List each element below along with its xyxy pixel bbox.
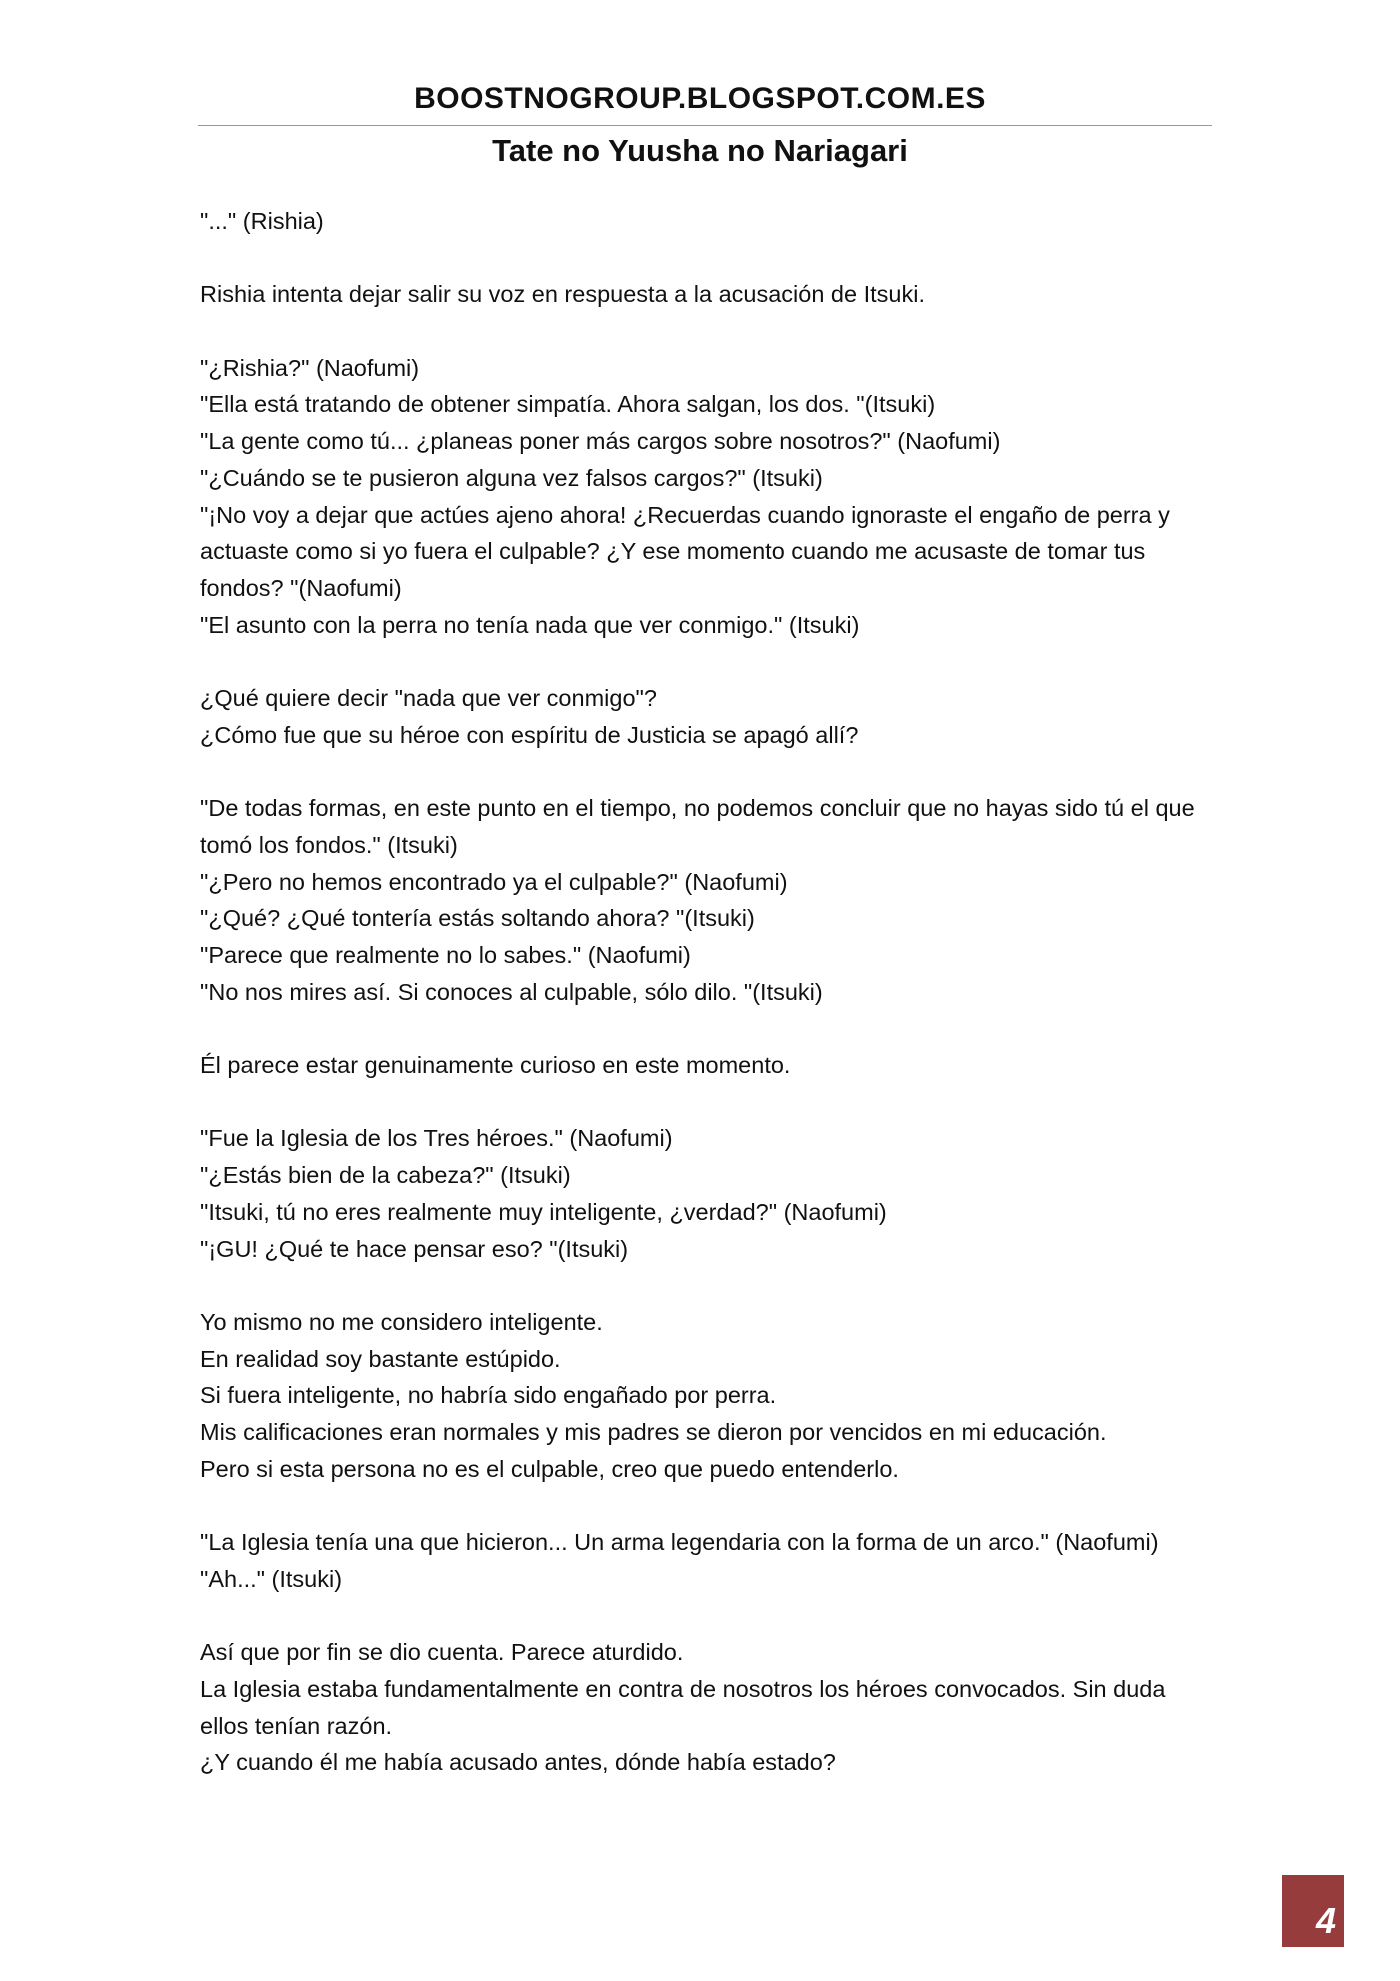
text-line: "¿Estás bien de la cabeza?" (Itsuki) bbox=[200, 1162, 571, 1189]
text-line: ¿Cómo fue que su héroe con espíritu de Justicia se apagó allí? bbox=[200, 721, 859, 748]
text-line: Él parece estar genuinamente curioso en este momento. bbox=[200, 1052, 791, 1079]
text-line: Mis calificaciones eran normales y mis padres se dieron por vencidos en mi educación. bbox=[200, 1419, 1107, 1446]
header-divider bbox=[198, 125, 1212, 126]
text-line: "El asunto con la perra no tenía nada que ver conmigo." (Itsuki) bbox=[200, 611, 860, 638]
site-title: BOOSTNOGROUP.BLOGSPOT.COM.ES bbox=[414, 82, 986, 115]
paragraph bbox=[200, 1304, 1200, 1488]
text-line: "Fue la Iglesia de los Tres héroes." (Naofumi) bbox=[200, 1125, 673, 1152]
text-line: En realidad soy bastante estúpido. bbox=[200, 1345, 561, 1372]
paragraph bbox=[200, 1634, 1200, 1781]
paragraph bbox=[200, 203, 1200, 240]
text-line: "Ella está tratando de obtener simpatía. Ahora salgan, los dos. "(Itsuki) bbox=[200, 391, 936, 418]
paragraph bbox=[200, 1120, 1200, 1267]
page-header bbox=[0, 80, 1400, 118]
paragraph bbox=[200, 1524, 1200, 1597]
text-line: Así que por fin se dio cuenta. Parece aturdido. bbox=[200, 1639, 684, 1666]
text-line: Yo mismo no me considero inteligente. bbox=[200, 1308, 603, 1335]
text-line: "¿Qué? ¿Qué tontería estás soltando ahora? "(Itsuki) bbox=[200, 905, 755, 932]
text-line: "¡GU! ¿Qué te hace pensar eso? "(Itsuki) bbox=[200, 1235, 629, 1262]
text-line: ¿Qué quiere decir "nada que ver conmigo"? bbox=[200, 685, 657, 712]
text-line: Si fuera inteligente, no habría sido engañado por perra. bbox=[200, 1382, 777, 1409]
text-line: "Itsuki, tú no eres realmente muy inteligente, ¿verdad?" (Naofumi) bbox=[200, 1198, 887, 1225]
text-line: Rishia intenta dejar salir su voz en respuesta a la acusación de Itsuki. bbox=[200, 281, 925, 308]
text-line: La Iglesia estaba fundamentalmente en contra de nosotros los héroes convocados. Sin duda ellos tenían razón. bbox=[200, 1675, 1166, 1739]
text-line: "¿Pero no hemos encontrado ya el culpable?" (Naofumi) bbox=[200, 868, 788, 895]
page-number: 4 bbox=[1315, 1900, 1336, 1941]
text-line: "Parece que realmente no lo sabes." (Naofumi) bbox=[200, 942, 691, 968]
paragraph bbox=[200, 350, 1200, 644]
text-line: "..." (Rishia) bbox=[200, 208, 324, 234]
document-body bbox=[200, 203, 1200, 1818]
text-line: "No nos mires así. Si conoces al culpable, sólo dilo. "(Itsuki) bbox=[200, 978, 823, 1005]
text-line: "¿Rishia?" (Naofumi) bbox=[200, 354, 420, 381]
work-title: Tate no Yuusha no Nariagari bbox=[492, 133, 908, 168]
paragraph bbox=[200, 680, 1200, 753]
text-line: "¿Cuándo se te pusieron alguna vez falsos cargos?" (Itsuki) bbox=[200, 464, 823, 491]
text-line: Pero si esta persona no es el culpable, creo que puedo entenderlo. bbox=[200, 1455, 899, 1482]
text-line: "Ah..." (Itsuki) bbox=[200, 1565, 343, 1592]
paragraph bbox=[200, 1047, 1200, 1084]
text-line: "¡No voy a dejar que actúes ajeno ahora! ¿Recuerdas cuando ignoraste el engaño de perra y actuaste como si yo fuera el culpable? ¿Y ese momento cuando me acusaste de tomar tus fondos? "(Naofumi) bbox=[200, 501, 1170, 601]
paragraph bbox=[200, 276, 1200, 313]
text-line: "La gente como tú... ¿planeas poner más cargos sobre nosotros?" (Naofumi) bbox=[200, 428, 1001, 455]
paragraph bbox=[200, 790, 1200, 1010]
text-line: "La Iglesia tenía una que hicieron... Un arma legendaria con la forma de un arco." (Naofumi) bbox=[200, 1529, 1159, 1556]
page-number-badge bbox=[1282, 1875, 1344, 1947]
text-line: ¿Y cuando él me había acusado antes, dónde había estado? bbox=[200, 1749, 836, 1776]
text-line: "De todas formas, en este punto en el tiempo, no podemos concluir que no hayas sido tú el que tomó los fondos." (Itsuki) bbox=[200, 795, 1195, 858]
